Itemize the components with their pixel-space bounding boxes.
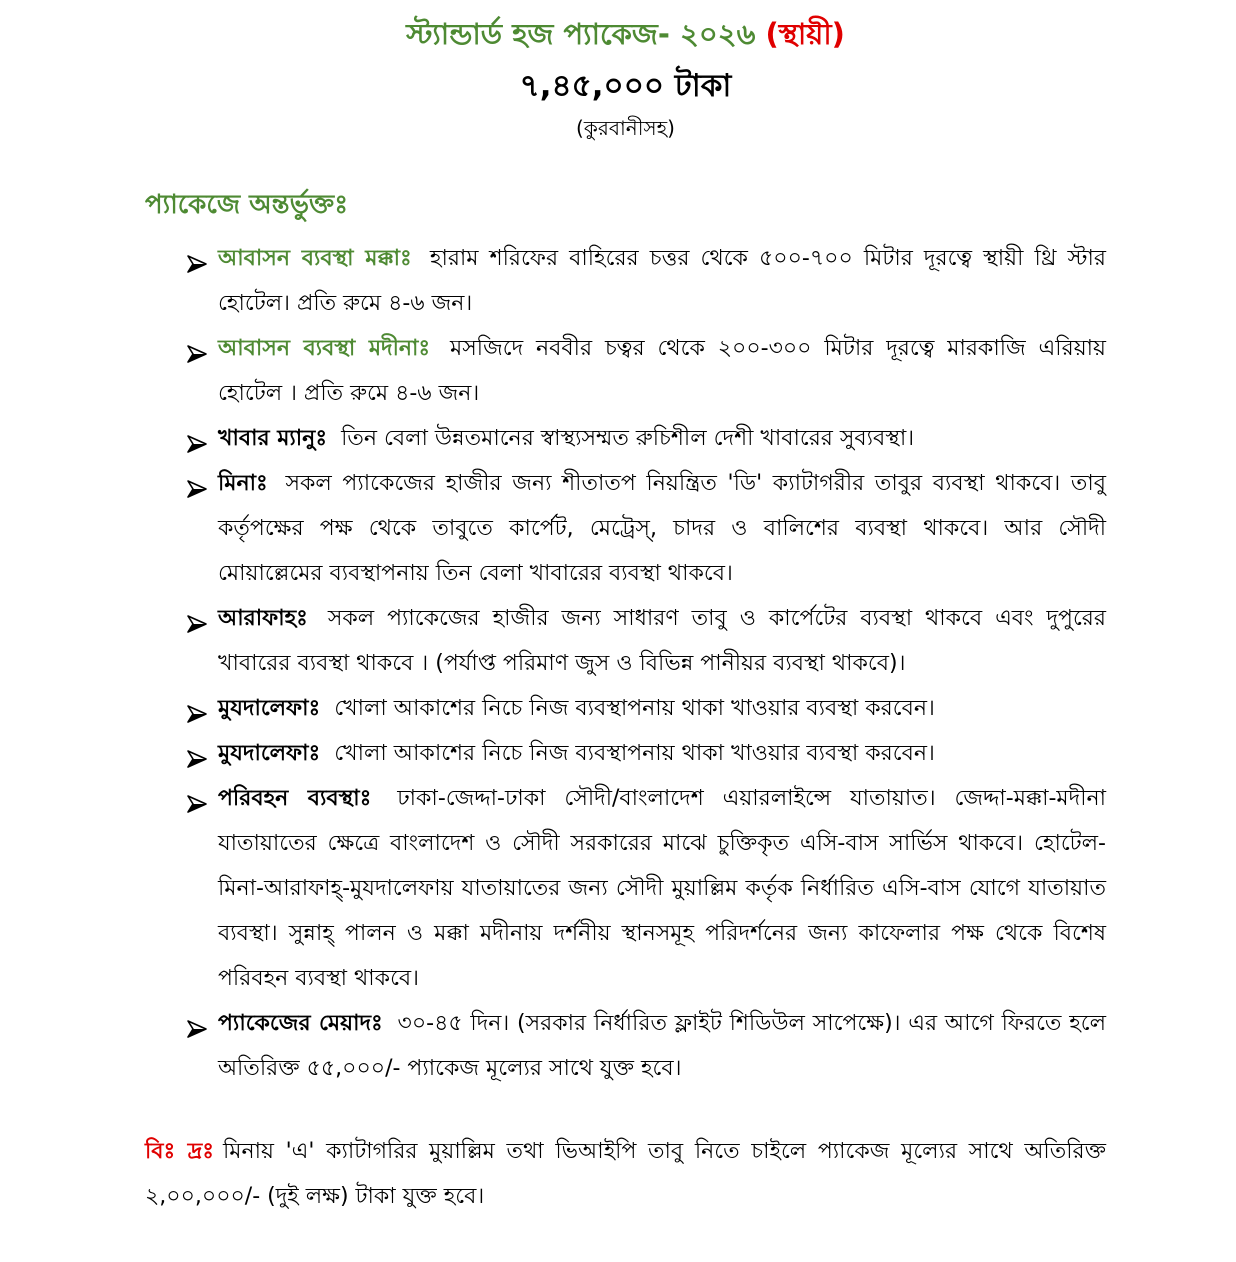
note-paragraph [145,1129,1106,1219]
arrowhead-right-icon [185,427,209,451]
bullet-text: মসজিদে নববীর চত্বর থেকে ২০০-৩০০ মিটার দূরত্বে মারকাজি এরিয়ায় হোটেল । প্রতি রুমে ৪-৬ জন। [218,336,1106,406]
note-label: বিঃ দ্রঃ [145,1139,214,1164]
bullet-label: আরাফাহঃ [218,606,308,631]
title-main: স্ট্যান্ডার্ড হজ প্যাকেজ- ২০২৬ [406,17,756,51]
arrowhead-right-icon [185,787,209,811]
arrowhead-right-icon [185,607,209,631]
bullet-text: হারাম শরিফের বাহিরের চত্তর থেকে ৫০০-৭০০ মিটার দূরত্বে স্থায়ী থ্রি স্টার হোটেল। প্রতি রুমে ৪-৬ জন। [218,246,1106,316]
page-title [145,14,1106,54]
package-bullet-item [185,776,1106,1001]
package-bullet-item [185,1001,1106,1091]
arrowhead-right-icon [185,1012,209,1036]
bullet-text: তিন বেলা উন্নতমানের স্বাস্থ্যসম্মত রুচিশীল দেশী খাবারের সুব্যবস্থা। [341,426,915,451]
package-bullet-item [185,731,1106,776]
bullet-text: সকল প্যাকেজের হাজীর জন্য শীতাতপ নিয়ন্ত্রিত 'ডি' ক্যাটাগরীর তাবুর ব্যবস্থা থাকবে। তাবু কর্তৃপক্ষের পক্ষ থেকে তাবুতে কার্পেট, মেট্রেস্, চাদর ও বালিশের ব্যবস্থা থাকবে। আর সৌদী মোয়াল্লেমের ব্যবস্থাপনায় তিন বেলা খাবারের ব্যবস্থা থাকবে। [218,471,1107,586]
package-bullet-item [185,686,1106,731]
bullet-label: মিনাঃ [218,471,268,496]
package-bullet-item [185,461,1106,596]
price-note: (কুরবানীসহ) [576,116,675,140]
title-status: (স্থায়ী) [765,17,845,51]
bullet-label: পরিবহন ব্যবস্থাঃ [218,786,372,811]
bullet-label: আবাসন ব্যবস্থা মদীনাঃ [218,336,431,361]
package-bullet-item [185,416,1106,461]
package-details-list [145,236,1106,1091]
arrowhead-right-icon [185,247,209,271]
note-text: মিনায় 'এ' ক্যাটাগরির মুয়াল্লিম তথা ভিআইপি তাবু নিতে চাইলে প্যাকেজ মূল্যের সাথে অতিরিক্ত ২,০০,০০০/- (দুই লক্ষ) টাকা যুক্ত হবে। [145,1139,1106,1209]
bullet-label: প্যাকেজের মেয়াদঃ [218,1011,383,1036]
package-bullet-item [185,596,1106,686]
package-bullet-item [185,326,1106,416]
package-bullet-item [185,236,1106,326]
arrowhead-right-icon [185,742,209,766]
bullet-text: ঢাকা-জেদ্দা-ঢাকা সৌদী/বাংলাদেশ এয়ারলাইন্সে যাতায়াত। জেদ্দা-মক্কা-মদীনা যাতায়াতের ক্ষেত্রে বাংলাদেশ ও সৌদী সরকারের মাঝে চুক্তিকৃত এসি-বাস সার্ভিস থাকবে। হোটেল-মিনা-আরাফাহ্-মুযদালেফায় যাতায়াতের জন্য সৌদী মুয়াল্লিম কর্তৃক নির্ধারিত এসি-বাস যোগে যাতায়াত ব্যবস্থা। সুন্নাহ্ পালন ও মক্কা মদীনায় দর্শনীয় স্থানসমূহ পরিদর্শনের জন্য কাফেলার পক্ষ থেকে বিশেষ পরিবহন ব্যবস্থা থাকবে। [218,786,1107,991]
package-price: ৭,৪৫,০০০ টাকা [519,68,732,104]
bullet-label: মুযদালেফাঃ [218,741,321,766]
document-header [145,14,1106,142]
bullet-label: আবাসন ব্যবস্থা মক্কাঃ [218,246,412,271]
bullet-text: খোলা আকাশের নিচে নিজ ব্যবস্থাপনায় থাকা খাওয়ার ব্যবস্থা করবেন। [334,696,935,721]
bullet-label: মুযদালেফাঃ [218,696,321,721]
bullet-text: খোলা আকাশের নিচে নিজ ব্যবস্থাপনায় থাকা খাওয়ার ব্যবস্থা করবেন। [334,741,935,766]
arrowhead-right-icon [185,337,209,361]
bullet-label: খাবার ম্যানুঃ [218,426,328,451]
bullet-text: সকল প্যাকেজের হাজীর জন্য সাধারণ তাবু ও কার্পেটের ব্যবস্থা থাকবে এবং দুপুরের খাবারের ব্যবস্থা থাকবে । (পর্যাপ্ত পরিমাণ জুস ও বিভিন্ন পানীয়র ব্যবস্থা থাকবে)। [218,606,1106,676]
arrowhead-right-icon [185,472,209,496]
arrowhead-right-icon [185,697,209,721]
bullet-text: ৩০-৪৫ দিন। (সরকার নির্ধারিত ফ্লাইট শিডিউল সাপেক্ষে)। এর আগে ফিরতে হলে অতিরিক্ত ৫৫,০০০/- প্যাকেজ মূল্যের সাথে যুক্ত হবে। [218,1011,1106,1081]
section-heading: প্যাকেজে অন্তর্ভুক্তঃ [145,190,349,220]
